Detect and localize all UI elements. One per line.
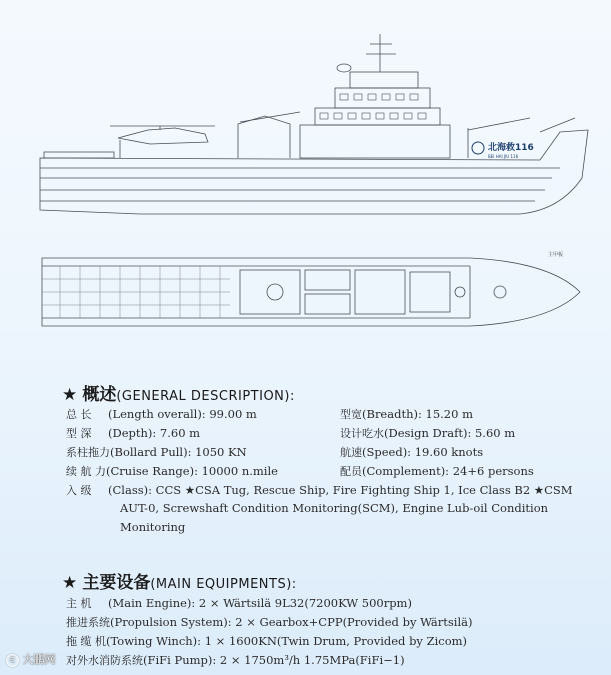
spec-key: 续 航 力 — [66, 465, 106, 478]
spec-key: 型宽 — [340, 408, 362, 421]
equipment-key: 拖 缆 机 — [66, 635, 106, 648]
title-en: (MAIN EQUIPMENTS): — [150, 577, 297, 592]
spec-value: (Design Draft): 5.60 m — [384, 426, 516, 440]
spec-row — [66, 406, 257, 422]
emblem-icon — [472, 142, 484, 154]
watermark-text: 大鹏网 — [22, 653, 56, 666]
equipment-row — [66, 633, 467, 649]
spec-key: 航速 — [340, 446, 362, 459]
spec-row — [340, 444, 483, 460]
equipment-row — [66, 595, 412, 611]
equipment-value: (Towing Winch): 1 × 1600KN(Twin Drum, Provided by Zicom) — [106, 634, 468, 648]
class-line-1: (Class): CCS ★CSA Tug, Rescue Ship, Fire Fighting Ship 1, Ice Class B2 ★CSM — [108, 483, 573, 497]
star-icon: ★ — [62, 385, 78, 405]
title-en: (GENERAL DESCRIPTION): — [116, 389, 295, 404]
spec-value: (Speed): 19.60 knots — [362, 445, 484, 459]
spec-value: (Length overall): 99.00 m — [108, 407, 257, 421]
spec-key: 配员 — [340, 465, 362, 478]
class-row — [66, 482, 573, 498]
watermark — [6, 651, 56, 667]
spec-key: 总 长 — [66, 408, 92, 421]
star-icon: ★ — [62, 573, 78, 593]
copyright-icon: C — [6, 654, 19, 667]
spec-value: (Cruise Range): 10000 n.mile — [106, 464, 278, 478]
spec-row — [66, 425, 200, 441]
equipment-value: (FiFi Pump): 2 × 1750m³/h 1.75MPa(FiFi−1) — [143, 653, 405, 667]
equipment-key: 对外水消防系统 — [66, 654, 143, 667]
general-description-title — [62, 380, 295, 405]
spec-value: (Complement): 24+6 persons — [362, 464, 534, 478]
ship-name-en-label: BEI HAI JIU 116 — [488, 154, 519, 159]
equipment-value: (Propulsion System): 2 × Gearbox+CPP(Provided by Wärtsilä) — [110, 615, 473, 629]
spec-row — [340, 425, 515, 441]
title-zh: 主要设备 — [82, 573, 151, 593]
equipment-value: (Main Engine): 2 × Wärtsilä 9L32(7200KW 500rpm) — [108, 596, 412, 610]
equipment-row — [66, 652, 405, 668]
main-equipments-title — [62, 568, 297, 593]
equipment-key: 主 机 — [66, 597, 92, 610]
equipment-row — [66, 614, 473, 630]
ship-name-label: 北海救116 — [488, 143, 534, 153]
spec-row — [340, 463, 534, 479]
class-continuation — [120, 499, 580, 537]
spec-key: 设计吃水 — [340, 427, 384, 440]
spec-value: (Bollard Pull): 1050 KN — [110, 445, 247, 459]
title-zh: 概述 — [82, 385, 117, 405]
class-line-3: Monitoring — [120, 520, 186, 534]
spec-row — [340, 406, 473, 422]
spec-key: 系柱拖力 — [66, 446, 110, 459]
equipment-key: 推进系统 — [66, 616, 110, 629]
spec-key: 入 级 — [66, 484, 92, 497]
spec-value: (Breadth): 15.20 m — [362, 407, 473, 421]
spec-row — [66, 463, 278, 479]
helicopter — [118, 128, 208, 144]
plan-label: 主甲板 — [548, 252, 564, 258]
spec-key: 型 深 — [66, 427, 92, 440]
class-line-2: AUT-0, Screwshaft Condition Monitoring(SCM), Engine Lub-oil Condition — [120, 501, 549, 515]
spec-row — [66, 444, 247, 460]
spec-value: (Depth): 7.60 m — [108, 426, 201, 440]
